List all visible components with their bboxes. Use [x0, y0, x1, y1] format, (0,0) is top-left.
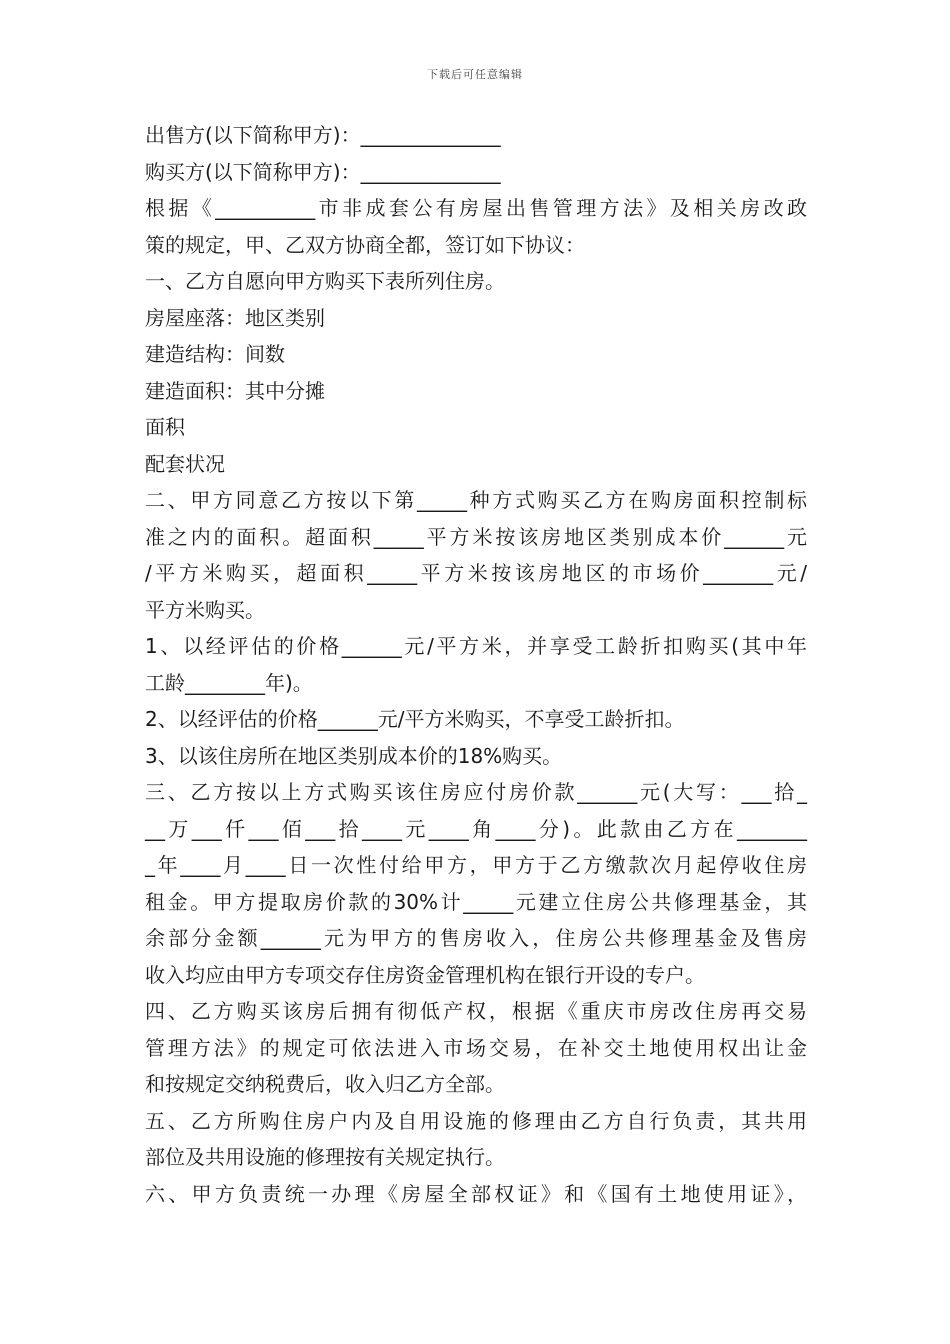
- paragraph-line: 建造结构：间数: [145, 342, 285, 366]
- page-header-note: 下载后可任意编辑: [427, 68, 523, 81]
- paragraph-line: 和按规定交纳税费后，收入归乙方全部。: [145, 1072, 505, 1096]
- paragraph-line: _年____月____日一次性付给甲方，甲方于乙方缴款次月起停收住房: [145, 853, 807, 877]
- paragraph-line: 工龄________年)。: [145, 670, 313, 695]
- paragraph-line: 六、甲方负责统一办理《房屋全部权证》和《国有土地使用证》，: [145, 1181, 807, 1206]
- paragraph-line: 出售方(以下简称甲方)：______________: [145, 123, 501, 147]
- paragraph-line: 面积: [145, 415, 185, 439]
- document-body: [145, 117, 807, 1212]
- paragraph-line: 建造面积：其中分摊: [145, 378, 325, 403]
- paragraph-line: 根据《__________市非成套公有房屋出售管理方法》及相关房改政: [145, 196, 807, 220]
- paragraph-line: 一、乙方自愿向甲方购买下表所列住房。: [145, 269, 505, 293]
- paragraph-line: 2、以经评估的价格______元/平方米购买，不享受工龄折扣。: [145, 707, 685, 731]
- paragraph-line: 二、甲方同意乙方按以下第_____种方式购买乙方在购房面积控制标: [145, 488, 807, 512]
- paragraph-line: 平方米购买。: [145, 597, 265, 622]
- paragraph-line: 策的规定，甲、乙双方协商全都，签订如下协议：: [145, 232, 585, 257]
- paragraph-line: 租金。甲方提取房价款的30%计_____元建立住房公共修理基金，其: [145, 889, 807, 914]
- paragraph-line: __万___仟___佰___拾____元____角____分)。此款由乙方在_______: [145, 816, 807, 841]
- paragraph-line: 余部分金额______元为甲方的售房收入，住房公共修理基金及售房: [145, 926, 807, 950]
- paragraph-line: 部位及共用设施的修理按有关规定执行。: [145, 1145, 505, 1169]
- paragraph-line: 三、乙方按以上方式购买该住房应付房价款______元(大写：___拾_: [145, 780, 807, 804]
- paragraph-line: 五、乙方所购住房户内及自用设施的修理由乙方自行负责，其共用: [145, 1108, 807, 1133]
- paragraph-line: 收入均应由甲方专项交存住房资金管理机构在银行开设的专户。: [145, 962, 705, 987]
- paragraph-line: /平方米购买，超面积_____平方米按该房地区的市场价_______元/: [145, 561, 807, 585]
- paragraph-line: 管理方法》的规定可依法进入市场交易，在补交土地使用权出让金: [145, 1035, 807, 1060]
- paragraph-line: 配套状况: [145, 451, 225, 476]
- paragraph-line: 购买方(以下简称甲方)：______________: [145, 159, 501, 184]
- paragraph-line: 房屋座落：地区类别: [145, 305, 325, 330]
- paragraph-line: 1、以经评估的价格______元/平方米，并享受工龄折扣购买(其中年: [145, 634, 807, 658]
- paragraph-line: 准之内的面积。超面积_____平方米按该房地区类别成本价______元: [145, 524, 807, 549]
- paragraph-line: 四、乙方购买该房后拥有彻低产权，根据《重庆市房改住房再交易: [145, 999, 807, 1023]
- paragraph-line: 3、以该住房所在地区类别成本价的18%购买。: [145, 743, 563, 768]
